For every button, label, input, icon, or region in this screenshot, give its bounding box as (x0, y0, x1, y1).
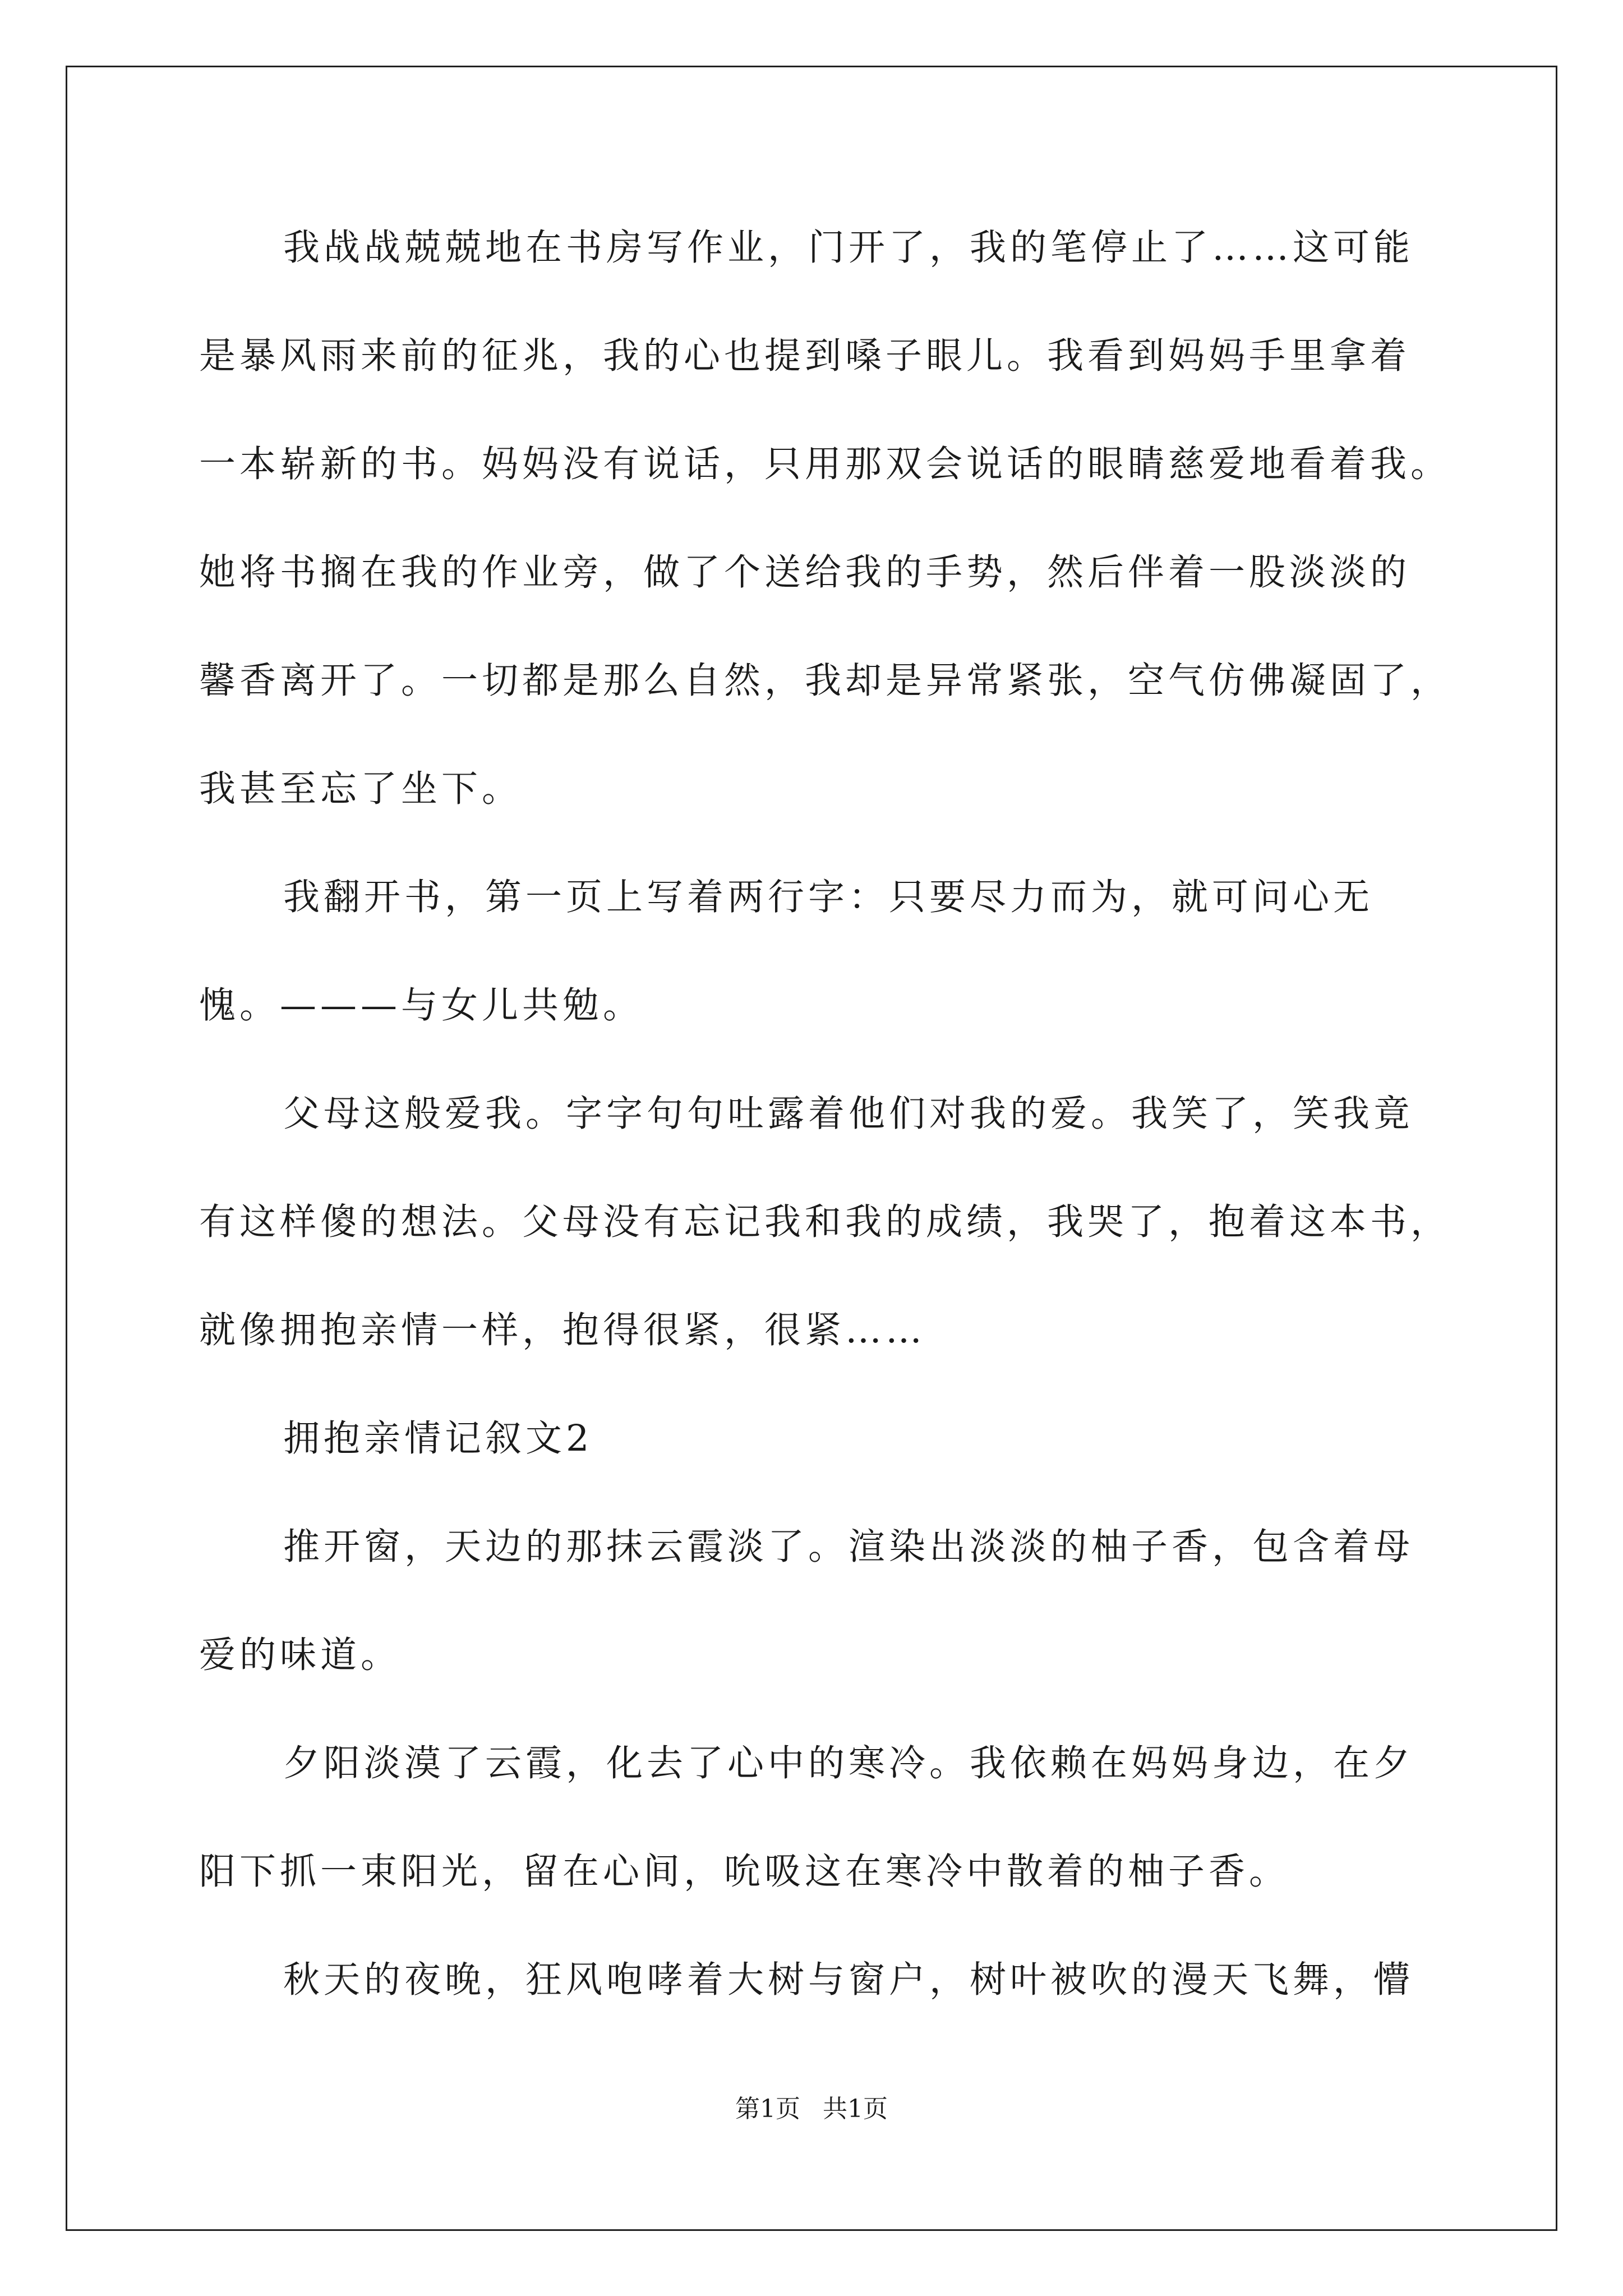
text-line: 秋天的夜晚，狂风咆哮着大树与窗户，树叶被吹的漫天飞舞，懵 (283, 1959, 1414, 2001)
text-line: 就像拥抱亲情一样，抱得很紧，很紧…… (199, 1309, 926, 1351)
page-total: 共1页 (823, 2095, 888, 2123)
text-line: 我战战兢兢地在书房写作业，门开了，我的笔停止了……这可能 (283, 227, 1414, 269)
text-line: 夕阳淡漠了云霞，化去了心中的寒冷。我依赖在妈妈身边，在夕 (283, 1742, 1414, 1784)
text-line: 我甚至忘了坐下。 (199, 768, 523, 810)
text-line: 馨香离开了。一切都是那么自然，我却是异常紧张，空气仿佛凝固了， (199, 660, 1451, 702)
text-line: 推开窗，天边的那抹云霞淡了。渲染出淡淡的柚子香，包含着母 (283, 1526, 1414, 1568)
text-line: 爱的味道。 (199, 1634, 402, 1676)
text-line: 阳下抓一束阳光，留在心间，吮吸这在寒冷中散着的柚子香。 (199, 1851, 1290, 1893)
text-line: 她将书搁在我的作业旁，做了个送给我的手势，然后伴着一股淡淡的 (199, 551, 1411, 593)
text-line: 是暴风雨来前的征兆，我的心也提到嗓子眼儿。我看到妈妈手里拿着 (199, 335, 1411, 377)
text-line: 一本崭新的书。妈妈没有说话，只用那双会说话的眼睛慈爱地看着我。 (199, 443, 1451, 485)
section-heading: 拥抱亲情记叙文2 (283, 1418, 593, 1460)
page-footer (0, 2092, 1623, 2126)
text-line: 愧。———与女儿共勉。 (199, 984, 644, 1027)
text-line: 父母这般爱我。字字句句吐露着他们对我的爱。我笑了，笑我竟 (283, 1093, 1414, 1135)
text-line: 我翻开书，第一页上写着两行字：只要尽力而为，就可问心无 (283, 876, 1374, 918)
text-line: 有这样傻的想法。父母没有忘记我和我的成绩，我哭了，抱着这本书， (199, 1201, 1451, 1243)
page-border (66, 66, 1557, 2231)
page-number: 第1页 (735, 2095, 800, 2123)
